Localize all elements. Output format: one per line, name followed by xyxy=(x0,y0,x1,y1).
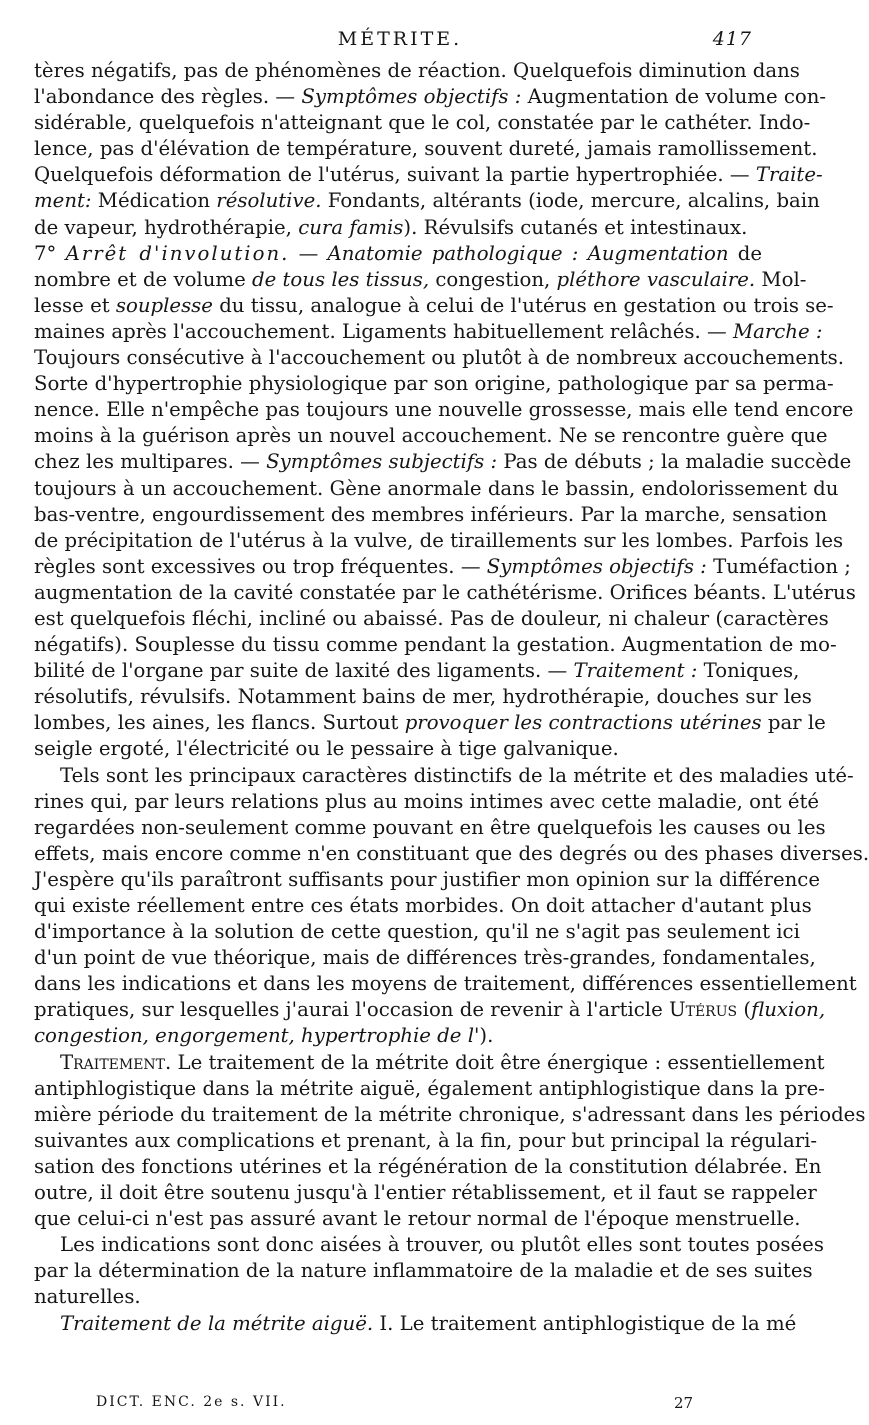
text-run: Toniques, xyxy=(697,659,800,683)
text-line xyxy=(34,1023,762,1049)
text-run: ). Révulsifs cutanés et intestinaux. xyxy=(403,215,748,239)
text-run: d'un point de vue théorique, mais de différences très-grandes, fondamentales, xyxy=(34,946,816,970)
text-run: qui existe réellement entre ces états morbides. On doit attacher d'autant plus xyxy=(34,894,812,917)
text-line xyxy=(34,293,834,319)
text-line xyxy=(34,267,807,293)
text-run: souplesse xyxy=(115,293,213,317)
text-run: I. Le traitement antiphlogistique de la mé xyxy=(373,1311,797,1335)
text-run: par le xyxy=(761,711,826,735)
printer-signature: DICT. ENC. 2e s. VII. xyxy=(96,1394,287,1410)
text-run: J'espère qu'ils paraîtront suffisants pour justifier mon opinion sur la différence xyxy=(34,867,820,891)
text-line xyxy=(34,241,762,267)
text-line xyxy=(34,1311,797,1337)
text-run: bas-ventre, engourdissement des membres inférieurs. Par la marche, sensation xyxy=(34,502,828,526)
text-run: que celui-ci n'est pas assuré avant le retour normal de l'époque menstruelle. xyxy=(34,1207,801,1231)
text-line xyxy=(34,815,826,841)
text-line xyxy=(34,919,800,945)
text-line xyxy=(34,893,812,919)
page-footer xyxy=(0,1394,800,1418)
text-run: lombes, les aines, les flancs. Surtout xyxy=(34,711,405,735)
text-line xyxy=(34,580,856,606)
text-line xyxy=(34,945,816,971)
text-line xyxy=(34,371,834,397)
text-run: mière période du traitement de la métrite chronique, s'adressant dans les périodes xyxy=(34,1102,866,1126)
text-line xyxy=(34,188,820,214)
text-run: Traitement. xyxy=(60,1050,172,1074)
text-run: provoquer les contractions utérines xyxy=(404,711,762,735)
text-line xyxy=(34,684,812,710)
text-run: Symptômes subjectifs : xyxy=(266,450,498,474)
text-run: Utérus xyxy=(669,998,738,1022)
text-run: est quelquefois fléchi, incliné ou abaissé. Pas de douleur, ni chaleur (caractères xyxy=(34,606,829,630)
text-run: fluxion, xyxy=(751,998,826,1022)
text-line xyxy=(34,1102,866,1128)
text-run: Anatomie pathologique : Augmentation xyxy=(327,241,729,265)
text-line xyxy=(34,606,829,632)
text-run: négatifs). Souplesse du tissu comme pendant la gestation. Augmentation de mo- xyxy=(34,633,837,657)
text-run: Traitement de la métrite aiguë. xyxy=(60,1311,374,1335)
text-run: sation des fonctions utérines et la régénération de la constitution délabrée. En xyxy=(34,1154,822,1178)
text-run: ( xyxy=(737,998,752,1022)
text-run: dans les indications et dans les moyens de traitement, différences essentiellement xyxy=(34,972,857,996)
text-line xyxy=(34,1180,817,1206)
text-run: lence, pas d'élévation de température, souvent dureté, jamais ramollissement. xyxy=(34,137,818,161)
page-body-text xyxy=(34,58,869,1337)
text-run: antiphlogistique dans la métrite aiguë, également antiphlogistique dans la pre- xyxy=(34,1076,825,1100)
text-run: bilité de l'organe par suite de laxité des ligaments. — xyxy=(34,659,574,683)
text-line xyxy=(34,710,826,736)
text-run: Marche : xyxy=(732,319,823,343)
text-run: rines qui, par leurs relations plus au moins intimes avec cette maladie, ont été xyxy=(34,789,820,813)
text-run: maines après l'accouchement. Ligaments habituellement relâchés. — xyxy=(34,319,733,343)
text-run: Quelquefois déformation de l'utérus, suivant la partie hypertrophiée. — xyxy=(34,163,756,187)
text-line xyxy=(34,736,762,762)
text-run: règles sont excessives ou trop fréquentes. — xyxy=(34,554,487,578)
text-run: l'abondance des règles. — xyxy=(34,85,302,109)
text-run: Les indications sont donc aisées à trouver, ou plutôt elles sont toutes posées xyxy=(60,1233,824,1257)
text-run: Tels sont les principaux caractères distinctifs de la métrite et des maladies uté- xyxy=(60,763,854,787)
text-line xyxy=(34,763,854,789)
text-run: congestion, xyxy=(429,267,557,291)
text-run: regardées non-seulement comme pouvant en être quelquefois les causes ou les xyxy=(34,815,826,839)
text-run: de tous les tissus, xyxy=(252,267,430,291)
text-run: Augmentation de volume con- xyxy=(521,85,827,109)
text-run: Tuméfaction ; xyxy=(706,554,851,578)
text-run: 7° xyxy=(34,241,66,265)
text-run: outre, il doit être soutenu jusqu'à l'entier rétablissement, et il faut se rappeler xyxy=(34,1181,817,1205)
text-run: Médication xyxy=(91,189,217,213)
text-line xyxy=(34,476,839,502)
text-run: chez les multipares. — xyxy=(34,450,267,474)
text-run: Traite- xyxy=(755,163,823,187)
text-run: Le traitement de la métrite doit être énergique : essentiellement xyxy=(171,1050,825,1074)
text-run: cura famis xyxy=(298,215,404,239)
sheet-number: 27 xyxy=(674,1394,694,1412)
text-line xyxy=(34,528,844,554)
running-title: MÉTRITE. xyxy=(337,28,463,50)
text-line xyxy=(34,1076,825,1102)
text-line xyxy=(34,867,820,893)
text-run: Symptômes objectifs : xyxy=(486,554,707,578)
text-run: congestion, engorgement, hypertrophie de l' xyxy=(34,1024,480,1048)
text-run: suivantes aux complications et prenant, à la fin, pour but principal la régulari- xyxy=(34,1128,818,1152)
text-run: nence. Elle n'empêche pas toujours une nouvelle grossesse, mais elle tend encore xyxy=(34,398,854,422)
text-run: augmentation de la cavité constatée par le cathétérisme. Orifices béants. L'utérus xyxy=(34,580,856,604)
text-run: ment: xyxy=(34,189,92,213)
text-line xyxy=(34,58,800,84)
text-line xyxy=(34,345,845,371)
text-run: lesse et xyxy=(34,293,116,317)
text-line xyxy=(34,1154,822,1180)
text-run: effets, mais encore comme n'en constituant que des degrés ou des phases diverses. xyxy=(34,841,869,865)
text-line xyxy=(34,1258,813,1284)
page-header xyxy=(0,28,800,58)
text-line xyxy=(34,1206,801,1232)
text-run: de précipitation de l'utérus à la vulve, de tiraillements sur les lombes. Parfois les xyxy=(34,528,844,552)
text-run: seigle ergoté, l'électricité ou le pessaire à tige galvanique. xyxy=(34,737,619,761)
text-line xyxy=(34,162,823,188)
text-run: nombre et de volume xyxy=(34,267,252,291)
text-line xyxy=(34,449,852,475)
text-run: résolutive. xyxy=(216,189,322,213)
text-run: de vapeur, hydrothérapie, xyxy=(34,215,299,239)
text-line xyxy=(34,110,811,136)
text-run: Mol- xyxy=(755,267,807,291)
text-run: Pas de débuts ; la maladie succède xyxy=(497,450,852,474)
page-number: 417 xyxy=(712,28,752,50)
text-line xyxy=(34,632,837,658)
text-line xyxy=(34,1232,824,1258)
text-run: Arrêt d'involution. xyxy=(65,241,290,265)
text-run: de xyxy=(728,241,762,265)
text-run: toujours à un accouchement. Gène anormale dans le bassin, endolorissement du xyxy=(34,476,839,500)
text-line xyxy=(34,502,828,528)
text-line xyxy=(34,397,854,423)
text-run: sidérable, quelquefois n'atteignant que le col, constatée par le cathéter. Indo- xyxy=(34,111,811,135)
text-line xyxy=(34,319,823,345)
text-run: Toujours consécutive à l'accouchement ou plutôt à de nombreux accouchements. xyxy=(34,346,845,370)
text-run: Symptômes objectifs : xyxy=(301,85,522,109)
text-run: — xyxy=(289,241,328,265)
text-run: tères négatifs, pas de phénomènes de réaction. Quelquefois diminution dans xyxy=(34,59,800,82)
text-run: Sorte d'hypertrophie physiologique par son origine, pathologique par sa perma- xyxy=(34,372,834,396)
text-line xyxy=(34,84,827,110)
text-line xyxy=(34,1128,818,1154)
text-run: par la détermination de la nature inflammatoire de la maladie et de ses suites xyxy=(34,1259,813,1283)
text-run: d'importance à la solution de cette question, qu'il ne s'agit pas seulement ici xyxy=(34,920,800,944)
text-run: Traitement : xyxy=(573,659,698,683)
text-line xyxy=(34,554,851,580)
text-run: Fondants, altérants (iode, mercure, alcalins, bain xyxy=(321,189,820,213)
text-line xyxy=(34,658,800,684)
text-line xyxy=(34,1284,762,1310)
text-line xyxy=(34,971,857,997)
text-run: pléthore vasculaire. xyxy=(556,267,756,291)
text-run: moins à la guérison après un nouvel accouchement. Ne se rencontre guère que xyxy=(34,424,828,448)
text-run: ). xyxy=(479,1024,494,1048)
text-run: du tissu, analogue à celui de l'utérus en gestation ou trois se- xyxy=(212,293,834,317)
text-run: naturelles. xyxy=(34,1285,141,1309)
text-line xyxy=(34,841,869,867)
text-line xyxy=(34,423,828,449)
text-line xyxy=(34,136,818,162)
text-line xyxy=(34,789,820,815)
text-line xyxy=(34,997,826,1023)
text-line xyxy=(34,215,762,241)
text-run: pratiques, sur lesquelles j'aurai l'occasion de revenir à l'article xyxy=(34,998,670,1022)
text-run: résolutifs, révulsifs. Notamment bains de mer, hydrothérapie, douches sur les xyxy=(34,685,812,709)
text-line xyxy=(34,1050,825,1076)
